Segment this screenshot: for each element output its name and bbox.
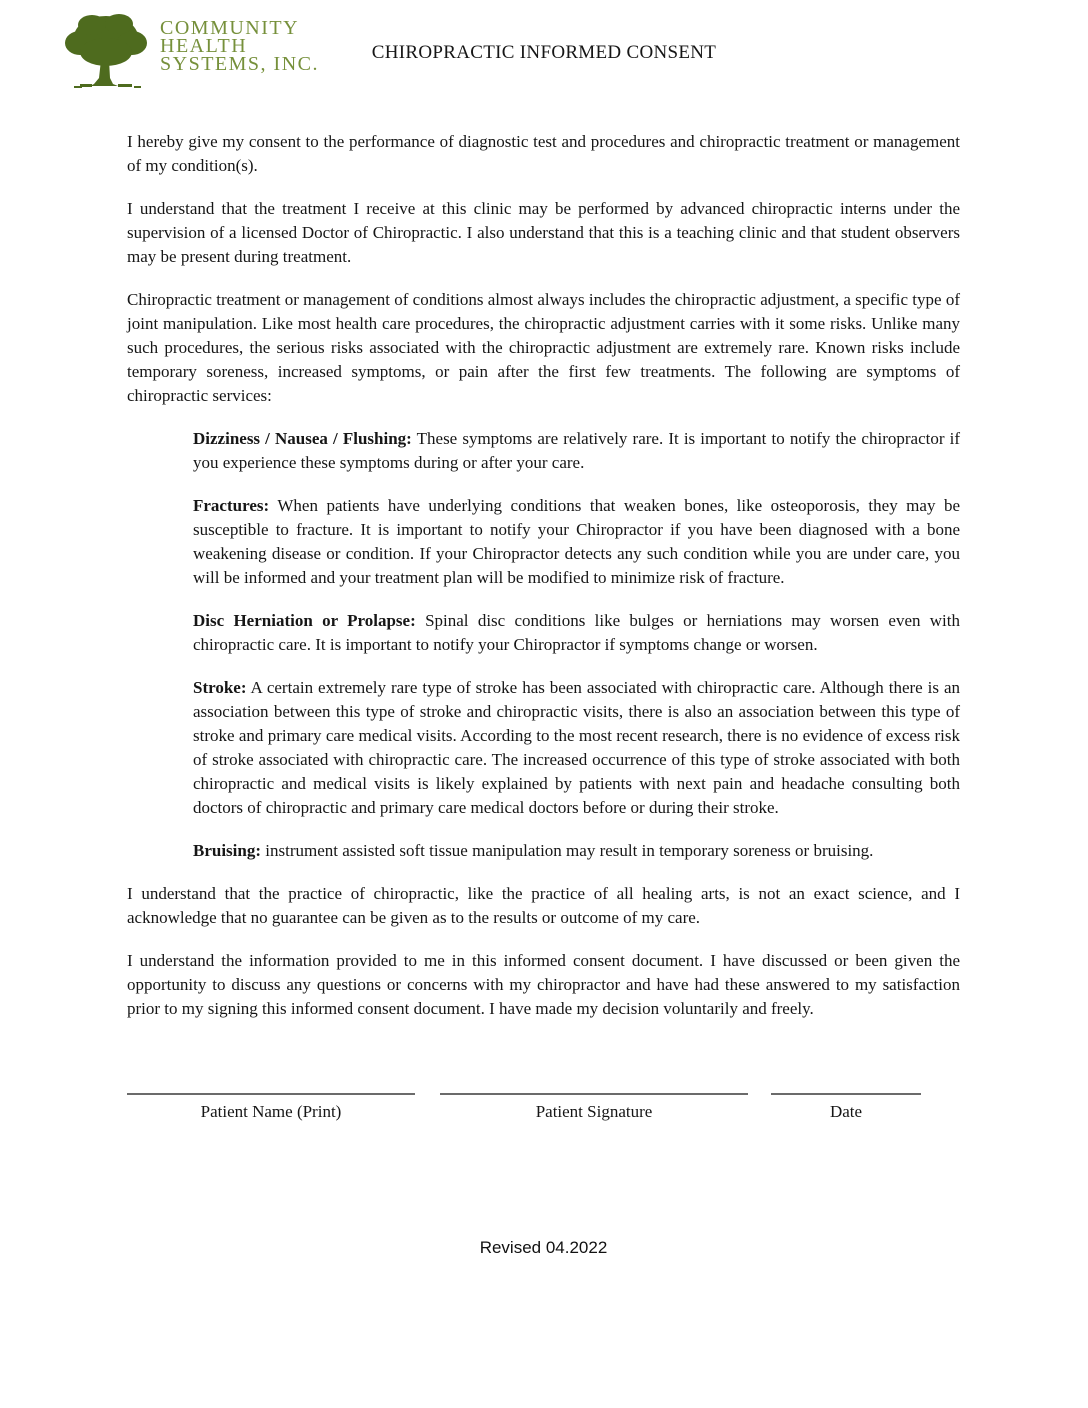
date-field	[771, 1093, 921, 1122]
patient-name-label: Patient Name (Print)	[200, 1102, 342, 1121]
symptom-text-bruising: instrument assisted soft tissue manipulation may result in temporary soreness or bruising.	[265, 841, 874, 860]
symptom-paragraph-bruising	[193, 839, 960, 863]
symptom-text-dizziness: These symptoms are relatively rare. It is important to notify the chiropractor if you experience these symptoms during or after your care.	[193, 429, 960, 472]
company-name-line1: COMMUNITY	[160, 17, 300, 39]
company-name-line2: HEALTH	[160, 35, 248, 57]
company-name-line3: SYSTEMS, INC.	[160, 53, 319, 75]
symptom-text-disc-herniation: Spinal disc conditions like bulges or herniations may worsen even with chiropractic care. It is important to notify your Chiropractor if symptoms change or worsen.	[193, 611, 961, 654]
intro-paragraph-3: Chiropractic treatment or management of conditions almost always includes the chiropractic adjustment, a specific type of joint manipulation. Like most health care procedures, the chiropractic adjustment carries with it some risks. Unlike many such procedures, the serious risks associated with the chiropractic adjustment are extremely rare. Known risks include temporary soreness, increased symptoms, or pain after the first few treatments. The following are symptoms of chiropractic services:	[127, 290, 960, 405]
symptom-paragraph-fractures	[193, 494, 960, 590]
intro-paragraph-2: I understand that the treatment I receive at this clinic may be performed by advanced chiropractic interns under the supervision of a licensed Doctor of Chiropractic. I also understand that this is a teaching clinic and that student observers may be present during treatment.	[127, 199, 960, 266]
document-body	[127, 130, 960, 1258]
symptom-text-stroke: A certain extremely rare type of stroke has been associated with chiropractic care. Although there is an association between this type of stroke and chiropractic visits, there is also an association between this type of stroke and primary care medical visits. According to the most recent research, there is no evidence of excess risk of stroke associated with chiropractic care. The increased occurrence of this type of stroke associated with both chiropractic and medical visits is likely explained by patients with next pain and headache consulting both doctors of chiropractic and primary care medical doctors before or during their stroke.	[193, 678, 961, 817]
revision-note: Revised 04.2022	[479, 1238, 608, 1257]
symptom-label-stroke: Stroke:	[193, 678, 247, 697]
document-header	[0, 0, 1088, 130]
document-title: CHIROPRACTIC INFORMED CONSENT	[371, 42, 717, 63]
patient-name-field	[127, 1093, 415, 1122]
patient-signature-label: Patient Signature	[535, 1102, 653, 1121]
symptom-label-bruising: Bruising:	[193, 841, 262, 860]
closing-paragraph-1: I understand that the practice of chiropractic, like the practice of all healing arts, is not an exact science, and I acknowledge that no guarantee can be given as to the results or outcome of my care.	[127, 884, 960, 927]
date-label: Date	[829, 1102, 863, 1121]
symptom-text-fractures: When patients have underlying conditions that weaken bones, like osteoporosis, they may be susceptible to fracture. It is important to notify your Chiropractor if you have been diagnosed with a bone weakening disease or condition. If your Chiropractor detects any such condition while you are under care, you will be informed and your treatment plan will be modified to minimize risk of fracture.	[193, 496, 960, 587]
symptom-label-disc-herniation: Disc Herniation or Prolapse:	[193, 611, 416, 630]
symptom-label-fractures: Fractures:	[193, 496, 270, 515]
signature-section	[127, 1093, 960, 1122]
intro-paragraph-1: I hereby give my consent to the performance of diagnostic test and procedures and chiropractic treatment or management of my condition(s).	[127, 132, 960, 175]
closing-paragraph-2: I understand the information provided to me in this informed consent document. I have discussed or been given the opportunity to discuss any questions or concerns with my chiropractor and have had these answered to my satisfaction prior to my signing this informed consent document. I have made my decision voluntarily and freely.	[127, 951, 960, 1018]
symptom-paragraph-dizziness	[193, 427, 960, 475]
patient-signature-field	[440, 1093, 748, 1122]
symptom-paragraph-disc-herniation	[193, 609, 960, 657]
symptom-paragraph-stroke	[193, 676, 960, 820]
symptom-label-dizziness: Dizziness / Nausea / Flushing:	[193, 429, 412, 448]
